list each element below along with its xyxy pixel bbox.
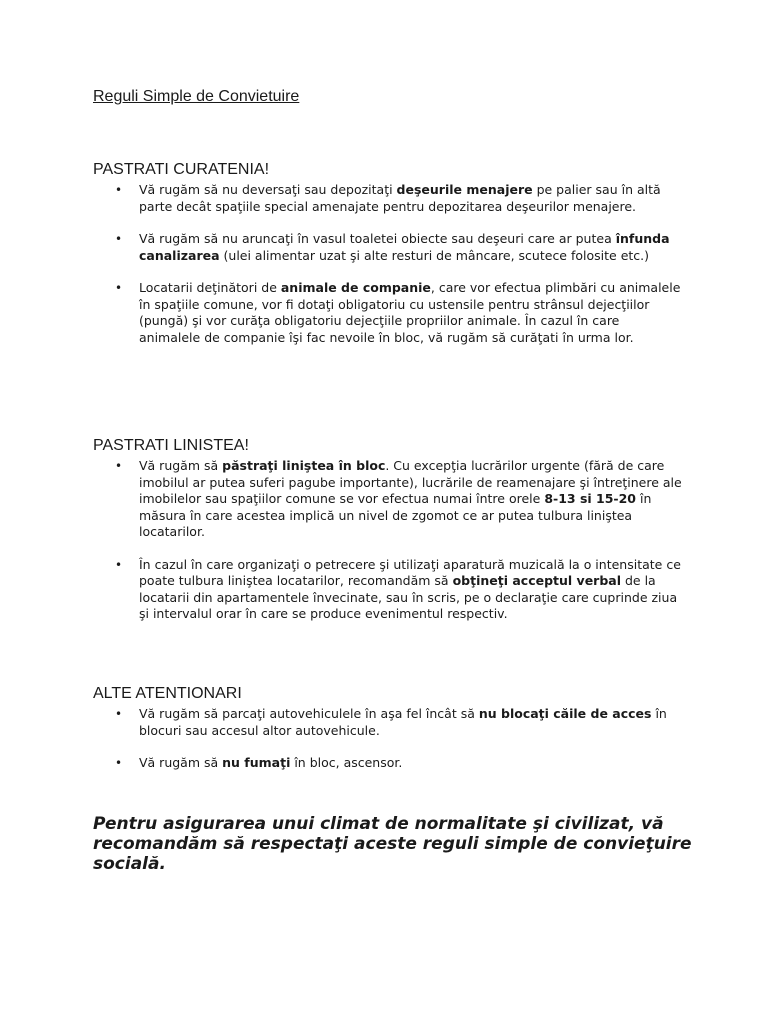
bullet-list <box>93 182 683 346</box>
list-item <box>93 557 683 623</box>
section-other-notices <box>93 684 683 772</box>
section-quiet <box>93 436 683 623</box>
section-heading: PASTRATI LINISTEA! <box>93 437 249 454</box>
item-text: , care vor efectua plimbări cu animalele în spaţiile comune, vor fi dotaţi obligatoriu cu ustensile pentru strânsul dejecţiilor (pungă) şi vor curăţa obligatoriu dejecţiile propriilor animale. În cazul în care animalele de companie îşi fac nevoile în bloc, vă rugăm să curăţati în urma lor. <box>139 280 681 345</box>
bullet-list <box>93 706 683 772</box>
list-item <box>93 182 683 215</box>
bullet-icon: • <box>115 557 123 572</box>
item-text: Vă rugăm să nu deversaţi sau depozitaţi <box>139 182 397 197</box>
item-text: (ulei alimentar uzat şi alte resturi de mâncare, scutece folosite etc.) <box>219 247 650 263</box>
bullet-icon: • <box>115 281 123 295</box>
emphasized-text: obţineţi acceptul verbal <box>452 573 622 588</box>
section-heading: ALTE ATENTIONARI <box>93 685 242 702</box>
section-cleanliness <box>93 160 683 346</box>
emphasized-text: înfunda canalizarea <box>139 231 670 263</box>
item-text: Vă rugăm să <box>139 458 223 473</box>
bullet-icon: • <box>115 459 123 473</box>
item-text: În cazul în care organizaţi o petrecere şi utilizaţi aparatură muzicală la o intensitate ce poate tulbura liniştea locatarilor, recomandăm să <box>139 556 681 588</box>
item-text: Locatarii deţinători de <box>139 280 281 295</box>
emphasized-text: nu fumaţi <box>222 755 291 770</box>
bullet-icon: • <box>115 707 123 721</box>
document-title: Reguli Simple de Convietuire <box>93 88 300 105</box>
bullet-list <box>93 458 683 623</box>
list-item <box>93 280 683 346</box>
item-text: pe palier sau în altă parte decât spaţiile special amenajate pentru depozitarea deşeurilor menajere. <box>139 182 661 214</box>
bullet-icon: • <box>115 232 123 246</box>
list-item <box>93 706 683 739</box>
item-text: Vă rugăm să nu aruncaţi în vasul toaletei obiecte sau deşeuri care ar putea <box>139 231 616 246</box>
item-text: . Cu excepţia lucrărilor urgente (fără de care imobilul ar putea suferi pagube importante), lucrările de reamenajare şi întreţinere ale imobilelor sau spaţiilor comune se vor efectua numai între orele <box>139 458 682 506</box>
closing-statement: Pentru asigurarea unui climat de normalitate şi civilizat, vă recomandăm să respectaţi aceste reguli simple de convieţuire socială. <box>93 814 692 874</box>
emphasized-text: deşeurile menajere <box>396 182 533 197</box>
emphasized-text: 8-13 si 15-20 <box>544 491 636 506</box>
list-item <box>93 458 683 541</box>
section-heading: PASTRATI CURATENIA! <box>93 161 270 178</box>
bullet-icon: • <box>115 756 123 770</box>
item-text: Vă rugăm să parcaţi autovehiculele în aşa fel încât să <box>139 706 479 721</box>
emphasized-text: păstraţi liniştea în bloc <box>222 458 386 473</box>
emphasized-text: nu blocaţi căile de acces <box>478 706 652 721</box>
emphasized-text: animale de companie <box>280 280 431 295</box>
bullet-icon: • <box>115 183 123 197</box>
item-text: Vă rugăm să <box>139 755 223 770</box>
item-text: în măsura în care acestea implică un nivel de zgomot ce ar putea tulbura liniştea locatarilor. <box>139 491 652 539</box>
item-text: în bloc, ascensor. <box>290 755 403 770</box>
list-item <box>93 755 683 772</box>
item-text: în blocuri sau accesul altor autovehicule. <box>139 706 667 738</box>
item-text: de la locatarii din apartamentele învecinate, sau în scris, pe o declaraţie care cuprinde ziua şi intervalul orar în care se produce evenimentul respectiv. <box>139 573 678 621</box>
list-item <box>93 231 683 264</box>
